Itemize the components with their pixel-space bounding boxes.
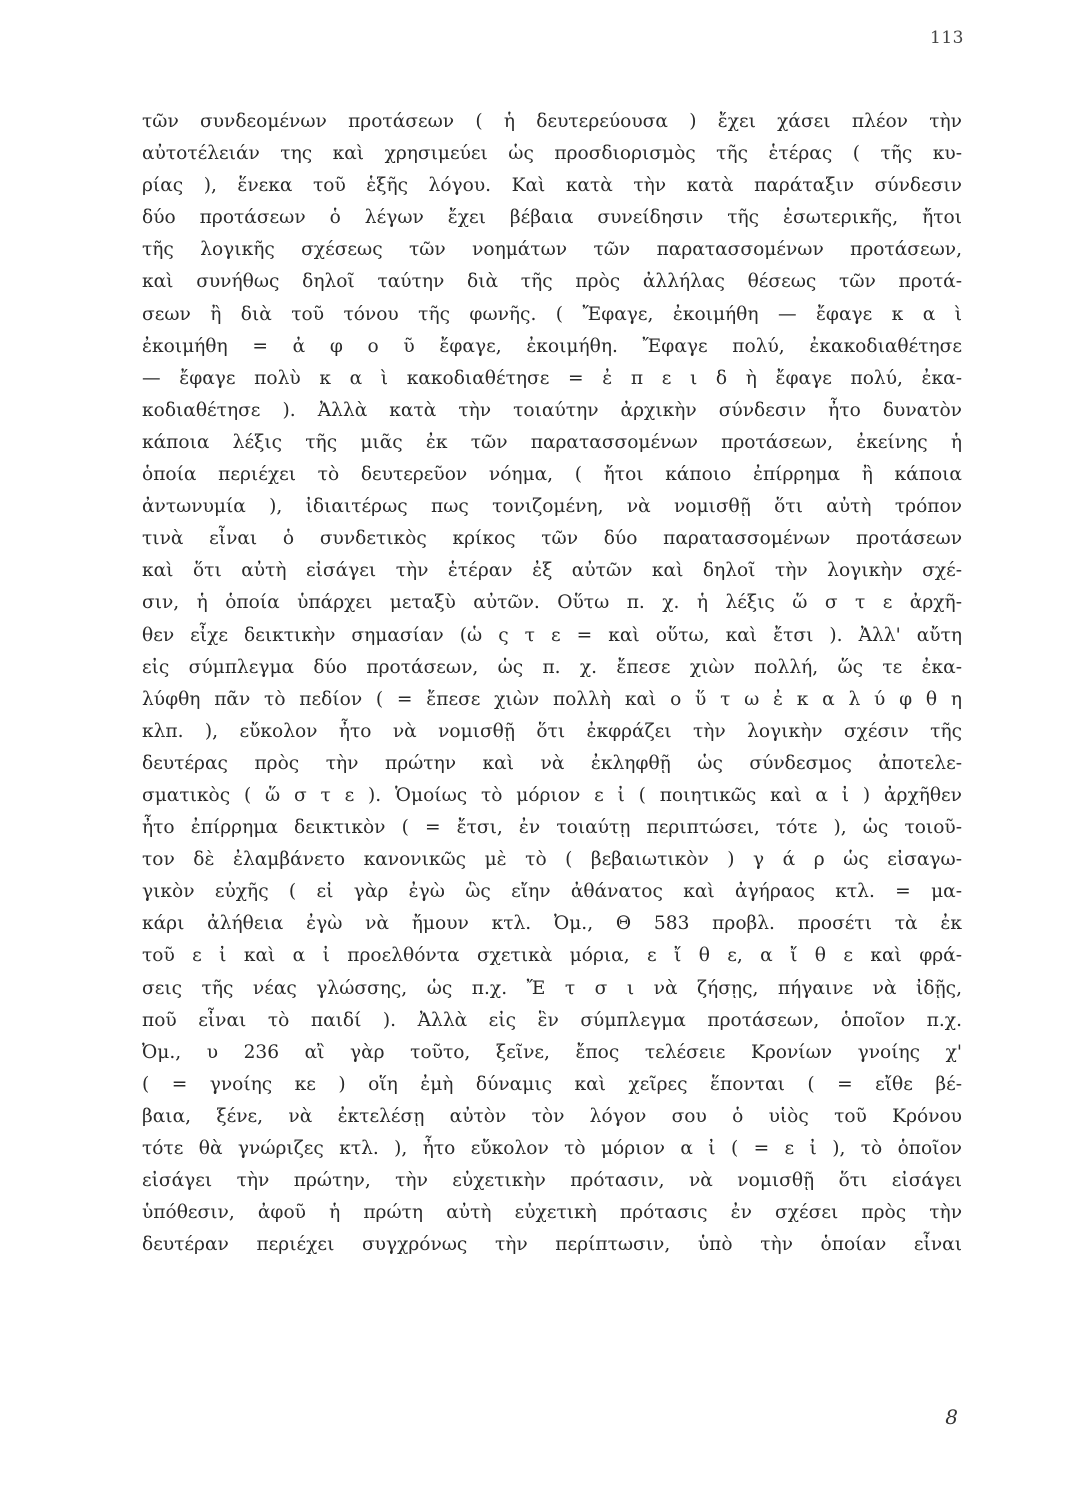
text-line: τῆς λογικῆς σχέσεως τῶν νοημάτων τῶν παρατασσομένων προτάσεων, xyxy=(142,239,962,261)
text-line: σιν, ἡ ὁποία ὑπάρχει μεταξὺ αὐτῶν. Οὕτω π. χ. ἡ λέξις ὥ σ τ ε ἀρχῆ- xyxy=(142,592,962,614)
text-line: ( = γνοίης κε ) οἵη ἐμὴ δύναμις καὶ χεῖρες ἕπονται ( = εἴθε βέ- xyxy=(142,1073,962,1095)
text-line: τον δὲ ἐλαμβάνετο κανονικῶς μὲ τὸ ( βεβαιωτικὸν ) γ ά ρ ὡς εἰσαγω- xyxy=(142,849,962,871)
text-line: ρίας ), ἕνεκα τοῦ ἑξῆς λόγου. Καὶ κατὰ τὴν κατὰ παράταξιν σύνδεσιν xyxy=(142,175,962,197)
text-line: κλπ. ), εὔκολον ἦτο νὰ νομισθῇ ὅτι ἐκφράζει τὴν λογικὴν σχέσιν τῆς xyxy=(142,720,962,742)
text-line: κοδιαθέτησε ). Ἀλλὰ κατὰ τὴν τοιαύτην ἀρχικὴν σύνδεσιν ἦτο δυνατὸν xyxy=(142,399,962,421)
text-line: εἰσάγει τὴν πρώτην, τὴν εὐχετικὴν πρότασιν, νὰ νομισθῇ ὅτι εἰσάγει xyxy=(142,1170,962,1192)
body-text xyxy=(142,106,962,1261)
page-number: 113 xyxy=(930,28,964,48)
text-line: ἐκοιμήθη = ἀ φ ο ῦ ἔφαγε, ἐκοιμήθη. Ἔφαγε πολύ, ἐκακοδιαθέτησε xyxy=(142,335,962,357)
text-line: δευτέραν περιέχει συγχρόνως τὴν περίπτωσιν, ὑπὸ τὴν ὁποίαν εἶναι xyxy=(142,1234,962,1256)
text-line: σεις τῆς νέας γλώσσης, ὡς π.χ. Ἔ τ σ ι νὰ ζήσῃς, πήγαινε νὰ ἰδῇς, xyxy=(142,977,962,999)
text-line: κάρι ἀλήθεια ἐγὼ νὰ ἤμουν κτλ. Ὀμ., Θ 583 προβλ. προσέτι τὰ ἐκ xyxy=(142,913,962,935)
text-line: Ὀμ., υ 236 αἲ γὰρ τοῦτο, ξεῖνε, ἔπος τελέσειε Κρονίων γνοίης χ' xyxy=(142,1041,962,1063)
text-line: τινὰ εἶναι ὁ συνδετικὸς κρίκος τῶν δύο παρατασσομένων προτάσεων xyxy=(142,528,962,550)
text-line: ἀντωνυμία ), ἰδιαιτέρως πως τονιζομένη, νὰ νομισθῇ ὅτι αὐτὴ τρόπον xyxy=(142,496,962,518)
text-line: σματικὸς ( ὥ σ τ ε ). Ὁμοίως τὸ μόριον ε ἰ ( ποιητικῶς καὶ α ἰ ) ἀρχῆθεν xyxy=(142,784,962,806)
text-line: ἦτο ἐπίρρημα δεικτικὸν ( = ἔτσι, ἐν τοιαύτῃ περιπτώσει, τότε ), ὡς τοιοῦ- xyxy=(142,817,962,839)
text-line: εἰς σύμπλεγμα δύο προτάσεων, ὡς π. χ. ἔπεσε χιὼν πολλή, ὥς τε ἐκα- xyxy=(142,656,962,678)
text-line: γικὸν εὐχῆς ( εἰ γὰρ ἐγὼ ὣς εἴην ἀθάνατος καὶ ἀγήραος κτλ. = μα- xyxy=(142,881,962,903)
text-line: θεν εἶχε δεικτικὴν σημασίαν (ὡ ς τ ε = καὶ οὕτω, καὶ ἔτσι ). Ἀλλ' αὔτη xyxy=(142,624,962,646)
text-line: αὐτοτέλειάν της καὶ χρησιμεύει ὡς προσδιορισμὸς τῆς ἑτέρας ( τῆς κυ- xyxy=(142,143,962,165)
text-line: ὑπόθεσιν, ἀφοῦ ἡ πρώτη αὐτὴ εὐχετικὴ πρότασις ἐν σχέσει πρὸς τὴν xyxy=(142,1202,962,1224)
text-line: τότε θὰ γνώριζες κτλ. ), ἦτο εὔκολον τὸ μόριον α ἰ ( = ε ἰ ), τὸ ὁποῖον xyxy=(142,1138,962,1159)
text-line: δευτέρας πρὸς τὴν πρώτην καὶ νὰ ἐκληφθῇ ὡς σύνδεσμος ἀποτελε- xyxy=(142,752,962,774)
text-line: τῶν συνδεομένων προτάσεων ( ἡ δευτερεύουσα ) ἔχει χάσει πλέον τὴν xyxy=(142,111,962,132)
text-line: — ἔφαγε πολὺ κ α ὶ κακοδιαθέτησε = ἐ π ε ι δ ὴ ἔφαγε πολύ, ἐκα- xyxy=(142,367,962,389)
text-line: ποῦ εἶναι τὸ παιδί ). Ἀλλὰ εἰς ἓν σύμπλεγμα προτάσεων, ὁποῖον π.χ. xyxy=(142,1009,962,1031)
text-line: καὶ συνήθως δηλοῖ ταύτην διὰ τῆς πρὸς ἀλλήλας θέσεως τῶν προτά- xyxy=(142,271,962,293)
text-line: λύφθη πᾶν τὸ πεδίον ( = ἔπεσε χιὼν πολλὴ καὶ ο ὕ τ ω ἐ κ α λ ύ φ θ η xyxy=(142,688,962,710)
text-line: βαια, ξένε, νὰ ἐκτελέσῃ αὐτὸν τὸν λόγον σου ὁ υἱὸς τοῦ Κρόνου xyxy=(142,1105,962,1127)
text-line: καὶ ὅτι αὐτὴ εἰσάγει τὴν ἑτέραν ἐξ αὐτῶν καὶ δηλοῖ τὴν λογικὴν σχέ- xyxy=(142,560,962,582)
text-line: σεων ἢ διὰ τοῦ τόνου τῆς φωνῆς. ( Ἔφαγε, ἐκοιμήθη — ἔφαγε κ α ὶ xyxy=(142,303,962,325)
signature-mark: 8 xyxy=(945,1405,958,1429)
text-line: δύο προτάσεων ὁ λέγων ἔχει βέβαια συνείδησιν τῆς ἐσωτερικῆς, ἤτοι xyxy=(142,207,962,229)
text-line: κάποια λέξις τῆς μιᾶς ἐκ τῶν παρατασσομένων προτάσεων, ἐκείνης ἡ xyxy=(142,431,962,453)
text-line: ὁποία περιέχει τὸ δευτερεῦον νόημα, ( ἤτοι κάποιο ἐπίρρημα ἢ κάποια xyxy=(142,464,962,486)
text-line: τοῦ ε ἰ καὶ α ἰ προελθόντα σχετικὰ μόρια, ε ἴ θ ε, α ἴ θ ε καὶ φρά- xyxy=(142,945,962,967)
